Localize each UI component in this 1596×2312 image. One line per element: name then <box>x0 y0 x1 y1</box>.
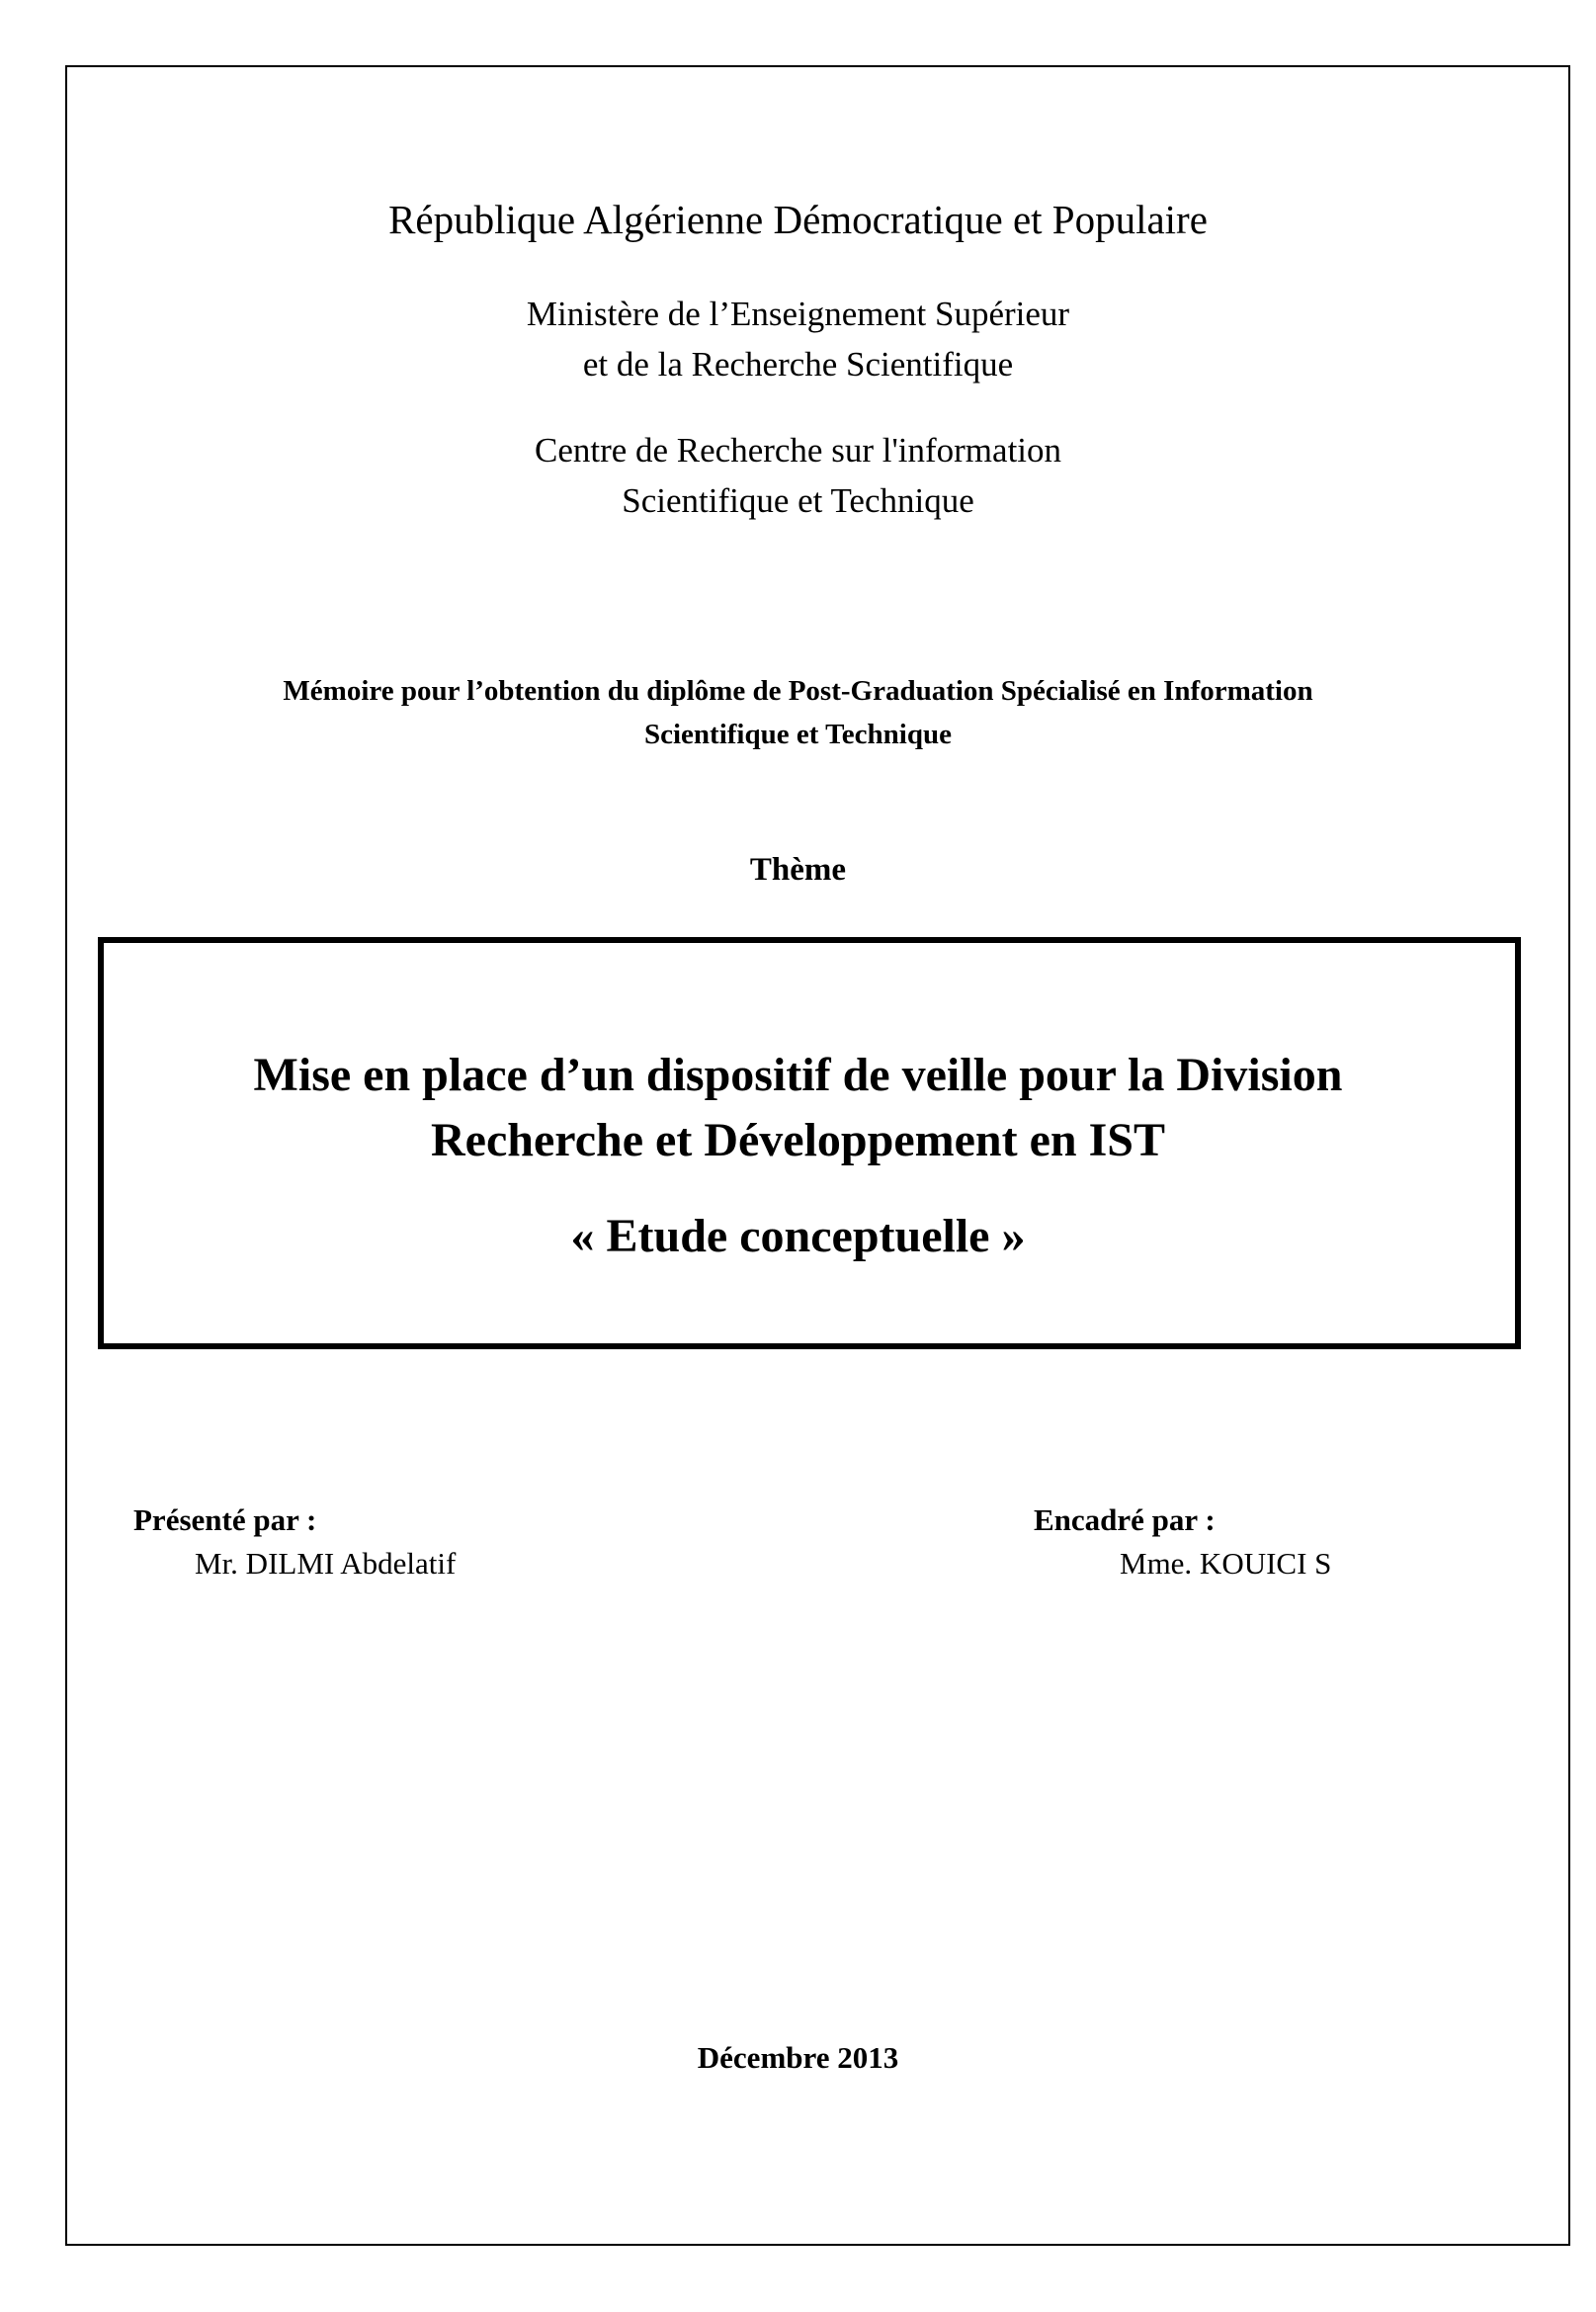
memoire-line-2: Scientifique et Technique <box>644 719 952 750</box>
centre-heading <box>0 425 1596 526</box>
supervised-by-label: Encadré par : <box>1034 1502 1216 1537</box>
supervised-by-name: Mme. KOUICI S <box>1120 1546 1332 1581</box>
republic-heading: République Algérienne Démocratique et Populaire <box>388 197 1208 242</box>
theme-label: Thème <box>749 852 847 888</box>
memoire-statement <box>0 669 1596 756</box>
ministry-line-2: et de la Recherche Scientifique <box>582 345 1014 384</box>
memoire-line-1: Mémoire pour l’obtention du diplôme de Post-Graduation Spécialisé en Information <box>283 675 1313 707</box>
submission-date: Décembre 2013 <box>697 2040 899 2075</box>
centre-line-1: Centre de Recherche sur l'information <box>534 431 1062 470</box>
thesis-subtitle: « Etude conceptuelle » <box>570 1210 1026 1262</box>
ministry-line-1: Ministère de l’Enseignement Supérieur <box>526 295 1070 333</box>
thesis-title-line-2: Recherche et Développement en IST <box>431 1114 1165 1166</box>
thesis-title <box>0 1043 1596 1173</box>
presented-by-name: Mr. DILMI Abdelatif <box>195 1546 457 1581</box>
ministry-heading <box>0 289 1596 389</box>
presented-by-label: Présenté par : <box>133 1502 317 1537</box>
centre-line-2: Scientifique et Technique <box>622 481 974 520</box>
thesis-title-line-1: Mise en place d’un dispositif de veille pour la Division <box>253 1049 1343 1101</box>
